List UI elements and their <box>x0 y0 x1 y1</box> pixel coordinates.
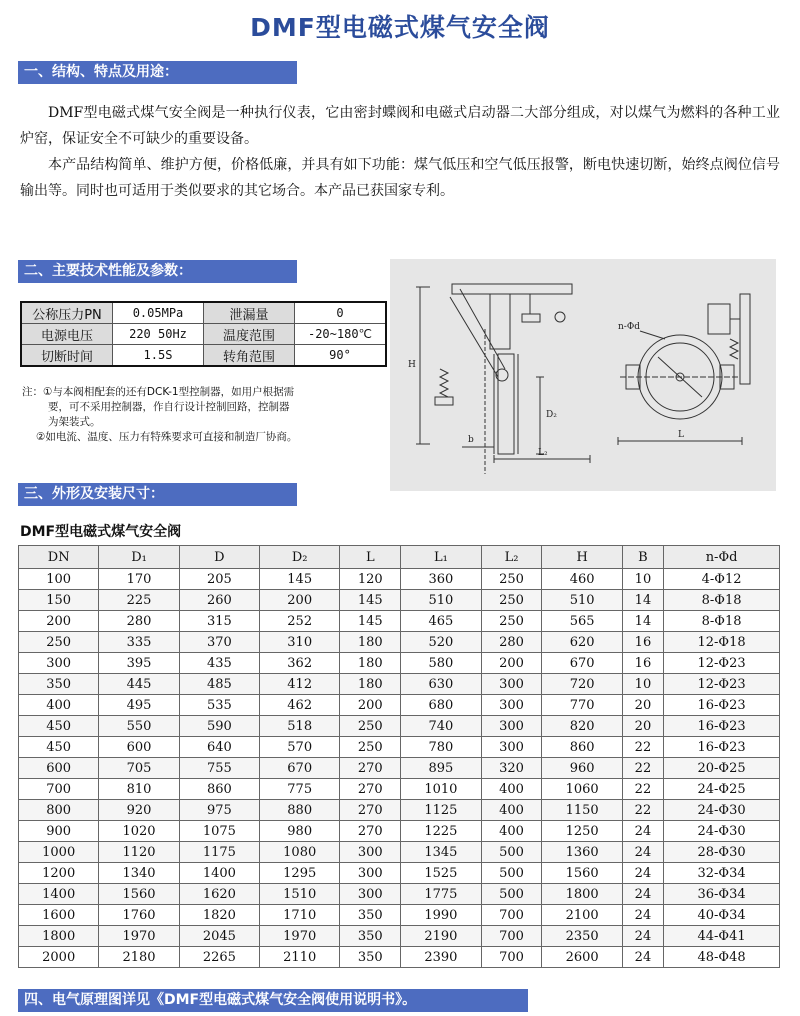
table-cell: 895 <box>401 758 481 779</box>
table-cell: 24 <box>622 842 663 863</box>
table-cell: 205 <box>179 569 259 590</box>
table-cell: 1225 <box>401 821 481 842</box>
dim-label-b: b <box>468 435 474 445</box>
table-cell: 145 <box>260 569 340 590</box>
table-cell: 1200 <box>19 863 99 884</box>
table-cell: 590 <box>179 716 259 737</box>
table-cell: 705 <box>99 758 179 779</box>
table-cell: 2600 <box>542 947 622 968</box>
table-cell: 20 <box>622 716 663 737</box>
table-cell: 1600 <box>19 905 99 926</box>
table-cell: 1080 <box>260 842 340 863</box>
spec-label: 切断时间 <box>21 345 113 367</box>
table-cell: 2000 <box>19 947 99 968</box>
table-cell: 1345 <box>401 842 481 863</box>
table-cell: 860 <box>542 737 622 758</box>
table-cell: 700 <box>481 926 542 947</box>
table-cell: 22 <box>622 779 663 800</box>
column-header: D₂ <box>260 546 340 569</box>
table-cell: 740 <box>401 716 481 737</box>
table-cell: 200 <box>19 611 99 632</box>
table-cell: 1250 <box>542 821 622 842</box>
table-cell: 320 <box>481 758 542 779</box>
column-header: D <box>179 546 259 569</box>
table-cell: 2110 <box>260 947 340 968</box>
table-cell: 300 <box>340 884 401 905</box>
table-cell: 24 <box>622 863 663 884</box>
table-cell: 810 <box>99 779 179 800</box>
spec-value: 0.05MPa <box>113 302 204 324</box>
spec-label: 温度范围 <box>204 324 295 345</box>
table-cell: 1120 <box>99 842 179 863</box>
table-cell: 720 <box>542 674 622 695</box>
table-cell: 2265 <box>179 947 259 968</box>
table-row <box>19 716 780 737</box>
spec-row <box>21 302 386 324</box>
table-cell: 700 <box>481 905 542 926</box>
table-cell: 1125 <box>401 800 481 821</box>
table-cell: 16 <box>622 632 663 653</box>
table-cell: 300 <box>481 716 542 737</box>
table-cell: 24 <box>622 905 663 926</box>
table-cell: 8-Φ18 <box>664 611 780 632</box>
table-cell: 350 <box>340 926 401 947</box>
table-cell: 412 <box>260 674 340 695</box>
table-cell: 300 <box>481 695 542 716</box>
table-row <box>19 653 780 674</box>
table-cell: 40-Φ34 <box>664 905 780 926</box>
table-cell: 445 <box>99 674 179 695</box>
note-line: 注：①与本阀相配套的还有DCK-1型控制器，如用户根据需 <box>22 386 295 398</box>
table-cell: 500 <box>481 863 542 884</box>
table-cell: 565 <box>542 611 622 632</box>
table-row <box>19 800 780 821</box>
table-row <box>19 737 780 758</box>
table-cell: 270 <box>340 779 401 800</box>
table-cell: 145 <box>340 590 401 611</box>
table-cell: 580 <box>401 653 481 674</box>
table-cell: 1075 <box>179 821 259 842</box>
table-cell: 12-Φ23 <box>664 674 780 695</box>
table-cell: 270 <box>340 821 401 842</box>
table-cell: 12-Φ18 <box>664 632 780 653</box>
table-cell: 1175 <box>179 842 259 863</box>
table-cell: 4-Φ12 <box>664 569 780 590</box>
table-cell: 700 <box>481 947 542 968</box>
table-cell: 24-Φ30 <box>664 821 780 842</box>
table-header-row <box>19 546 780 569</box>
dimension-table-title: DMF型电磁式煤气安全阀 <box>20 524 182 540</box>
table-cell: 435 <box>179 653 259 674</box>
table-cell: 770 <box>542 695 622 716</box>
table-cell: 36-Φ34 <box>664 884 780 905</box>
table-cell: 24 <box>622 947 663 968</box>
table-cell: 680 <box>401 695 481 716</box>
spec-label: 电源电压 <box>21 324 113 345</box>
table-cell: 300 <box>340 842 401 863</box>
table-cell: 700 <box>19 779 99 800</box>
table-cell: 920 <box>99 800 179 821</box>
table-row <box>19 611 780 632</box>
table-cell: 462 <box>260 695 340 716</box>
table-cell: 1800 <box>542 884 622 905</box>
table-cell: 1295 <box>260 863 340 884</box>
table-cell: 1710 <box>260 905 340 926</box>
table-cell: 170 <box>99 569 179 590</box>
table-cell: 20-Φ25 <box>664 758 780 779</box>
dim-label-d2: D₂ <box>546 410 557 420</box>
page-title: DMF型电磁式煤气安全阀 <box>250 13 550 42</box>
table-cell: 1400 <box>179 863 259 884</box>
table-cell: 28-Φ30 <box>664 842 780 863</box>
table-cell: 200 <box>481 653 542 674</box>
table-cell: 200 <box>260 590 340 611</box>
spec-notes <box>22 385 382 445</box>
table-cell: 350 <box>340 947 401 968</box>
table-row <box>19 674 780 695</box>
table-cell: 395 <box>99 653 179 674</box>
column-header: L <box>340 546 401 569</box>
table-cell: 362 <box>260 653 340 674</box>
table-row <box>19 632 780 653</box>
table-cell: 2045 <box>179 926 259 947</box>
table-cell: 2390 <box>401 947 481 968</box>
table-row <box>19 863 780 884</box>
table-cell: 22 <box>622 737 663 758</box>
table-cell: 820 <box>542 716 622 737</box>
table-cell: 350 <box>340 905 401 926</box>
table-cell: 500 <box>481 842 542 863</box>
valve-drawing-svg <box>390 259 776 491</box>
table-cell: 370 <box>179 632 259 653</box>
table-row <box>19 590 780 611</box>
table-cell: 16-Φ23 <box>664 716 780 737</box>
table-cell: 300 <box>481 674 542 695</box>
spec-row <box>21 345 386 367</box>
table-cell: 250 <box>19 632 99 653</box>
table-cell: 775 <box>260 779 340 800</box>
valve-technical-drawing <box>390 259 776 491</box>
table-cell: 755 <box>179 758 259 779</box>
table-row <box>19 842 780 863</box>
table-cell: 1800 <box>19 926 99 947</box>
table-cell: 860 <box>179 779 259 800</box>
dim-label-n-phi-d: n-Φd <box>618 322 640 332</box>
table-cell: 180 <box>340 632 401 653</box>
table-cell: 24 <box>622 884 663 905</box>
table-cell: 1560 <box>99 884 179 905</box>
table-cell: 1760 <box>99 905 179 926</box>
table-cell: 180 <box>340 653 401 674</box>
table-cell: 44-Φ41 <box>664 926 780 947</box>
table-row <box>19 821 780 842</box>
table-cell: 518 <box>260 716 340 737</box>
table-cell: 1970 <box>260 926 340 947</box>
spec-row <box>21 324 386 345</box>
table-cell: 450 <box>19 716 99 737</box>
table-row <box>19 884 780 905</box>
section-heading-dimensions: 三、外形及安装尺寸： <box>18 483 297 506</box>
table-cell: 120 <box>340 569 401 590</box>
table-cell: 225 <box>99 590 179 611</box>
table-cell: 2350 <box>542 926 622 947</box>
spec-value: -20~180℃ <box>295 324 387 345</box>
table-cell: 465 <box>401 611 481 632</box>
dim-label-l2: L₂ <box>538 448 548 458</box>
table-cell: 250 <box>340 737 401 758</box>
spec-label: 公称压力PN <box>21 302 113 324</box>
intro-paragraph-1: DMF型电磁式煤气安全阀是一种执行仪表，它由密封蝶阀和电磁式启动器二大部分组成，对以煤气为燃料的各种工业炉窑，保证安全不可缺少的重要设备。 <box>20 105 780 147</box>
table-cell: 310 <box>260 632 340 653</box>
table-cell: 1010 <box>401 779 481 800</box>
table-cell: 1000 <box>19 842 99 863</box>
table-row <box>19 905 780 926</box>
dim-label-l: L <box>678 430 684 440</box>
table-cell: 280 <box>99 611 179 632</box>
table-cell: 640 <box>179 737 259 758</box>
table-cell: 1525 <box>401 863 481 884</box>
table-cell: 670 <box>542 653 622 674</box>
section-heading-specs: 二、主要技术性能及参数： <box>18 260 297 283</box>
table-cell: 630 <box>401 674 481 695</box>
table-cell: 20 <box>622 695 663 716</box>
table-cell: 180 <box>340 674 401 695</box>
table-cell: 485 <box>179 674 259 695</box>
table-cell: 975 <box>179 800 259 821</box>
table-cell: 2180 <box>99 947 179 968</box>
table-cell: 2190 <box>401 926 481 947</box>
table-cell: 670 <box>260 758 340 779</box>
table-cell: 1340 <box>99 863 179 884</box>
table-cell: 510 <box>542 590 622 611</box>
spec-value: 1.5S <box>113 345 204 367</box>
table-cell: 48-Φ48 <box>664 947 780 968</box>
table-cell: 200 <box>340 695 401 716</box>
table-cell: 1060 <box>542 779 622 800</box>
table-cell: 270 <box>340 800 401 821</box>
column-header: n-Φd <box>664 546 780 569</box>
column-header: B <box>622 546 663 569</box>
table-cell: 150 <box>19 590 99 611</box>
column-header: L₁ <box>401 546 481 569</box>
table-cell: 620 <box>542 632 622 653</box>
table-cell: 400 <box>481 779 542 800</box>
table-cell: 1560 <box>542 863 622 884</box>
table-cell: 1510 <box>260 884 340 905</box>
table-cell: 400 <box>19 695 99 716</box>
section-heading-electrical: 四、电气原理图详见《DMF型电磁式煤气安全阀使用说明书》。 <box>18 989 528 1012</box>
table-cell: 145 <box>340 611 401 632</box>
spec-value: 220 50Hz <box>113 324 204 345</box>
table-cell: 300 <box>19 653 99 674</box>
note-line: 为架装式。 <box>48 416 101 428</box>
spec-value: 90° <box>295 345 387 367</box>
table-cell: 260 <box>179 590 259 611</box>
table-cell: 980 <box>260 821 340 842</box>
table-cell: 335 <box>99 632 179 653</box>
table-cell: 100 <box>19 569 99 590</box>
table-cell: 22 <box>622 758 663 779</box>
table-row <box>19 926 780 947</box>
table-cell: 14 <box>622 611 663 632</box>
table-cell: 510 <box>401 590 481 611</box>
table-cell: 12-Φ23 <box>664 653 780 674</box>
table-cell: 300 <box>481 737 542 758</box>
table-cell: 500 <box>481 884 542 905</box>
table-cell: 24 <box>622 926 663 947</box>
table-cell: 1150 <box>542 800 622 821</box>
table-cell: 250 <box>340 716 401 737</box>
table-row <box>19 695 780 716</box>
table-cell: 252 <box>260 611 340 632</box>
table-cell: 300 <box>340 863 401 884</box>
column-header: L₂ <box>481 546 542 569</box>
table-cell: 495 <box>99 695 179 716</box>
dim-label-h: H <box>408 360 416 370</box>
table-cell: 900 <box>19 821 99 842</box>
spec-label: 转角范围 <box>204 345 295 367</box>
table-cell: 10 <box>622 674 663 695</box>
table-cell: 1775 <box>401 884 481 905</box>
table-cell: 880 <box>260 800 340 821</box>
table-cell: 8-Φ18 <box>664 590 780 611</box>
table-cell: 450 <box>19 737 99 758</box>
section-heading-structure: 一、结构、特点及用途： <box>18 61 297 84</box>
table-cell: 280 <box>481 632 542 653</box>
table-cell: 600 <box>99 737 179 758</box>
table-row <box>19 779 780 800</box>
table-cell: 535 <box>179 695 259 716</box>
table-cell: 270 <box>340 758 401 779</box>
table-cell: 1820 <box>179 905 259 926</box>
table-cell: 2100 <box>542 905 622 926</box>
table-cell: 1990 <box>401 905 481 926</box>
table-cell: 960 <box>542 758 622 779</box>
table-cell: 400 <box>481 800 542 821</box>
table-cell: 16 <box>622 653 663 674</box>
table-cell: 24 <box>622 821 663 842</box>
table-cell: 250 <box>481 590 542 611</box>
table-cell: 315 <box>179 611 259 632</box>
table-cell: 250 <box>481 569 542 590</box>
table-cell: 780 <box>401 737 481 758</box>
table-cell: 460 <box>542 569 622 590</box>
table-cell: 1620 <box>179 884 259 905</box>
table-cell: 600 <box>19 758 99 779</box>
intro-paragraph-2: 本产品结构简单、维护方便，价格低廉，并具有如下功能：煤气低压和空气低压报警，断电快速切断，始终点阀位信号输出等。同时也可适用于类似要求的其它场合。本产品已获国家专利。 <box>20 157 780 199</box>
table-cell: 400 <box>481 821 542 842</box>
table-cell: 1020 <box>99 821 179 842</box>
dimension-table <box>18 545 780 968</box>
table-cell: 24-Φ25 <box>664 779 780 800</box>
table-cell: 350 <box>19 674 99 695</box>
table-cell: 10 <box>622 569 663 590</box>
table-cell: 570 <box>260 737 340 758</box>
table-cell: 1970 <box>99 926 179 947</box>
table-cell: 800 <box>19 800 99 821</box>
column-header: H <box>542 546 622 569</box>
table-cell: 520 <box>401 632 481 653</box>
table-cell: 14 <box>622 590 663 611</box>
table-cell: 22 <box>622 800 663 821</box>
table-cell: 550 <box>99 716 179 737</box>
table-cell: 16-Φ23 <box>664 737 780 758</box>
spec-label: 泄漏量 <box>204 302 295 324</box>
table-row <box>19 569 780 590</box>
table-row <box>19 758 780 779</box>
column-header: D₁ <box>99 546 179 569</box>
note-line: 要，可不采用控制器，作自行设计控制回路，控制器 <box>48 401 290 413</box>
column-header: DN <box>19 546 99 569</box>
table-row <box>19 947 780 968</box>
table-cell: 1400 <box>19 884 99 905</box>
note-line: ②如电流、温度、压力有特殊要求可直接和制造厂协商。 <box>36 431 298 443</box>
spec-value: 0 <box>295 302 387 324</box>
intro-text <box>20 100 780 204</box>
table-cell: 250 <box>481 611 542 632</box>
table-cell: 360 <box>401 569 481 590</box>
table-cell: 1360 <box>542 842 622 863</box>
table-cell: 32-Φ34 <box>664 863 780 884</box>
table-cell: 16-Φ23 <box>664 695 780 716</box>
table-cell: 24-Φ30 <box>664 800 780 821</box>
spec-table <box>20 301 387 367</box>
